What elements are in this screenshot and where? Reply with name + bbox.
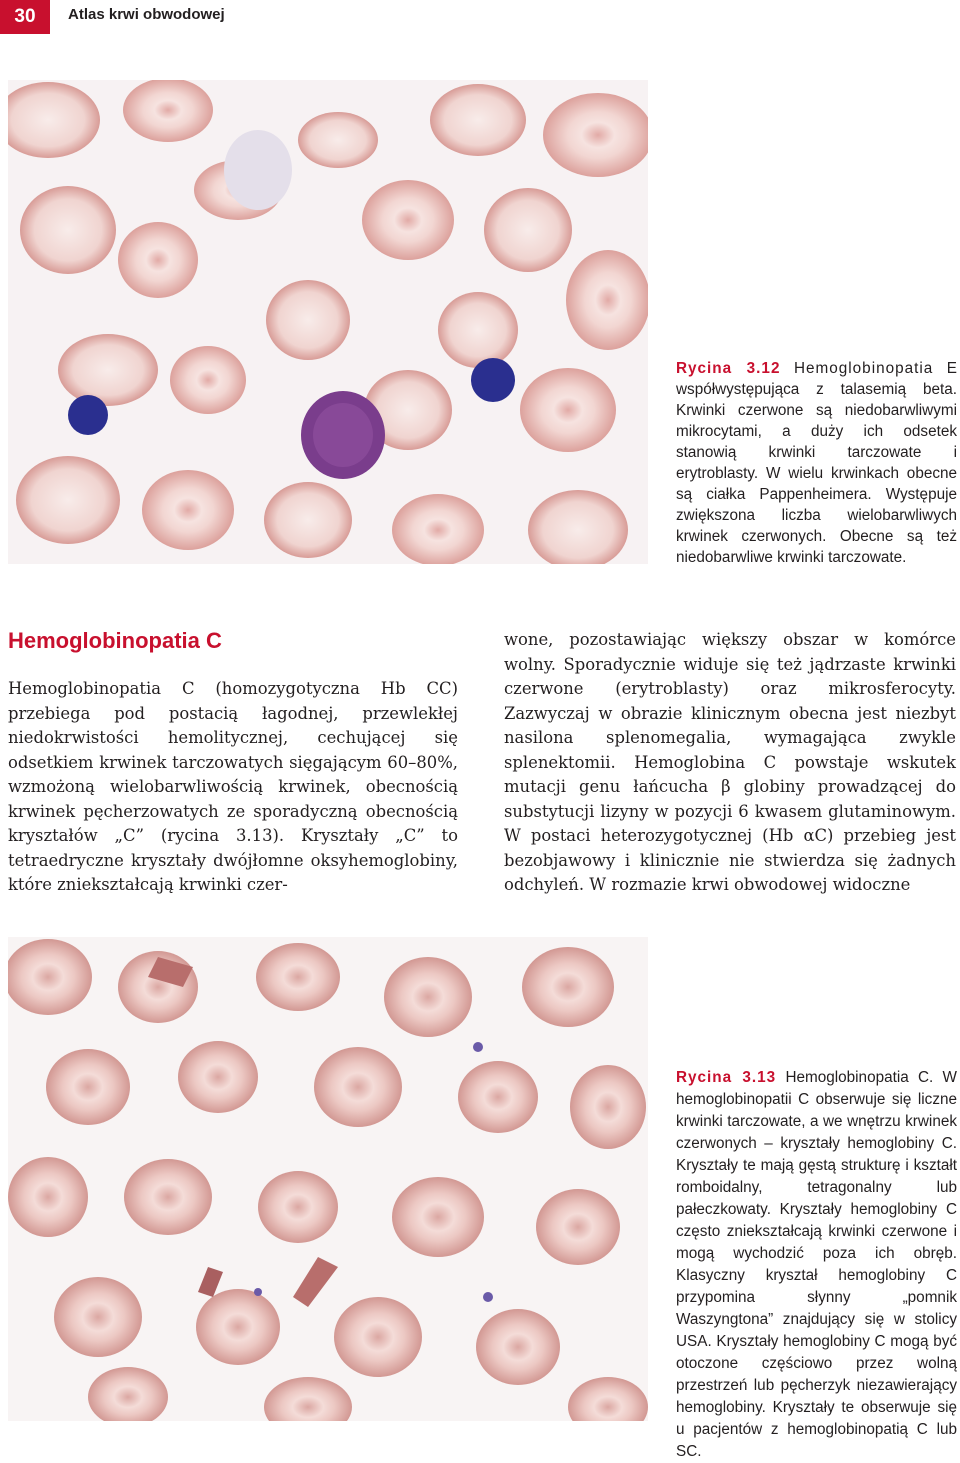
figure-3-12-title: Hemoglobinopatia (793, 360, 934, 377)
figure-3-12-text: E współwystępująca z talasemią beta. Krwinki czerwone są niedobarwliwymi mikrocytami, a duży ich odsetek stanowią krwinki tarczowate i erytroblasty. W wielu krwinkach obecne są ciałka Pappenheimera. Występuje zwiększona liczba wielobarwliwych krwinek czerwonych. Obecne są też niedobarwliwe krwinki tarczowate. (676, 360, 957, 566)
figure-3-12-micrograph (8, 80, 648, 564)
figure-3-13-caption (676, 1067, 957, 1463)
figure-3-13-label: Rycina 3.13 (676, 1069, 777, 1086)
figure-3-13-text: W hemoglobinopatii C obserwuje się liczne krwinki tarczowate, a we wnętrzu krwinek czerwonych – kryształy hemoglobiny C. Kryształy te mają gęstą strukturę i kształt romboidalny, tetragonalny lub pałeczkowaty. Kryształy hemoglobiny C często zniekształcają krwinki czerwone i mogą wychodzić poza ich obręb. Klasyczny kryształ hemoglobiny C przypomina słynny „pomnik Waszyngtona” znajdujący się w stolicy USA. Kryształy hemoglobiny C mogą być otoczone częściowo przez wolną przestrzeń lub pęcherzyk niezawierający hemoglobiny. Kryształy te obserwuje się u pacjentów z hemoglobinopatią C lub SC. (676, 1069, 957, 1460)
page-number: 30 (0, 0, 50, 34)
page-header (0, 0, 960, 40)
left-column-text: Hemoglobinopatia C (homozygotyczna Hb CC) przebiega pod postacią łagodnej, przewlekłej niedokrwistości hemolitycznej, cechującej się odsetkiem krwinek tarczowatych sięgającym 60–80%, wzmożoną wielobarwliwością krwinek, obecnością krwinek pęcherzowatych ze sporadyczną obecnością kryształów „C” (rycina 3.13). Kryształy „C” to tetraedryczne kryształy dwójłomne oksyhemoglobiny, które zniekształcają krwinki czer- (8, 679, 458, 894)
right-column-text: wone, pozostawiając większy obszar w komórce wolny. Sporadycznie widuje się też jądrzaste krwinki czerwone (erytroblasty) oraz mikrosferocyty. Zazwyczaj w obrazie klinicznym obecna jest niezbyt nasilona splenomegalia, wymagająca zwykle splenektomii. Hemoglobina C powstaje wskutek mutacji genu łańcucha β globiny prowadzącej do substytucji lizyny w pozycji 6 kwasem glutaminowym. W postaci heterozygotycznej (Hb αC) przebieg jest bezobjawowy i klinicznie nie stwierdza się żadnych odchyleń. W rozmazie krwi obwodowej widoczne (504, 630, 956, 894)
running-title: Atlas krwi obwodowej (68, 6, 225, 23)
figure-3-13-title: Hemoglobinopatia C. (785, 1069, 934, 1086)
figure-3-12-label: Rycina 3.12 (676, 360, 781, 377)
figure-3-13-micrograph (8, 937, 648, 1421)
section-heading: Hemoglobinopatia C (8, 628, 222, 653)
figure-3-12-caption (676, 358, 957, 568)
